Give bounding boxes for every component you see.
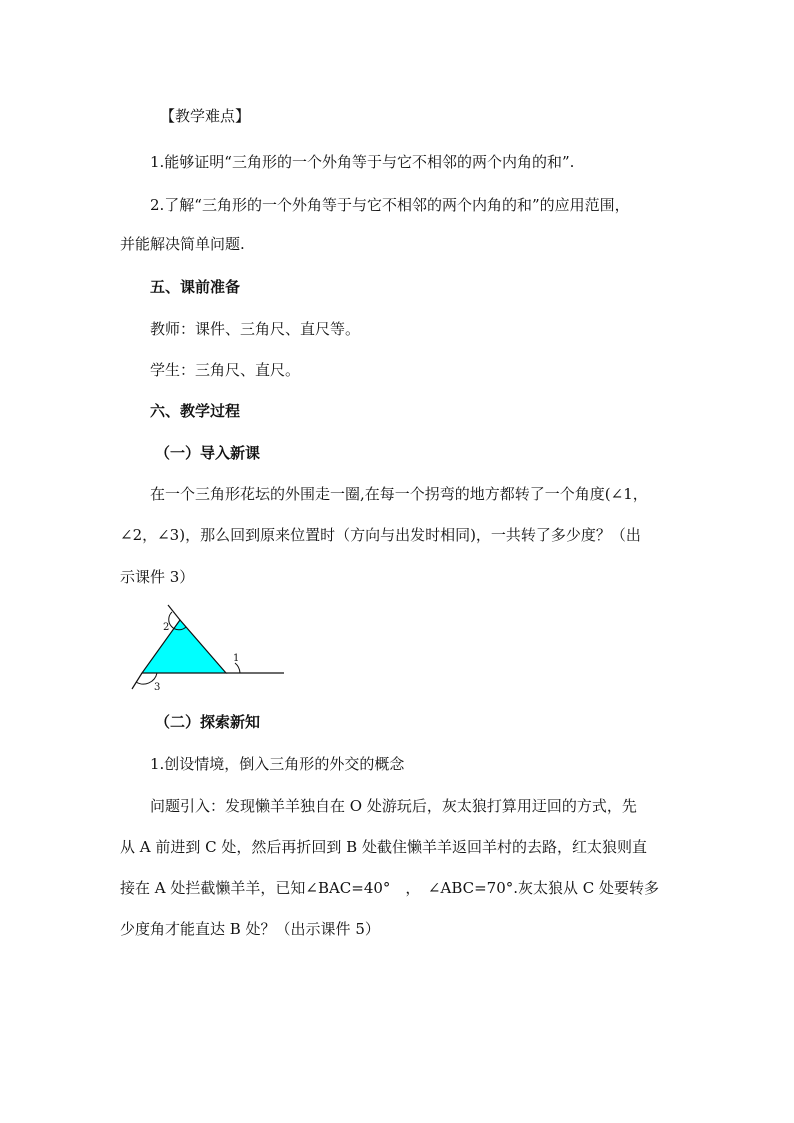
problem-line-3: 接在 A 处拦截懒羊羊，已知∠BAC=40° ， ∠ABC=70°.灰太狼从 C 处要转多 (120, 879, 660, 897)
part1-line-1: 在一个三角形花坛的外围走一圈,在每一个拐弯的地方都转了一个角度(∠1， (150, 485, 648, 503)
part2-heading: （二）探索新知 (155, 713, 261, 731)
prep-student: 学生：三角尺、直尺。 (150, 361, 301, 379)
angle-arc-1 (235, 663, 240, 673)
part1-line-3: 示课件 3） (120, 568, 195, 586)
difficulty-heading: 【教学难点】 (160, 107, 251, 125)
extension-line-3 (132, 673, 142, 689)
problem-line-2: 从 A 前进到 C 处，然后再折回到 B 处截住懒羊羊返回羊村的去路，红太狼则直 (120, 838, 647, 856)
part1-heading: （一）导入新课 (155, 444, 261, 462)
problem-line-4: 少度角才能直达 B 处？（出示课件 5） (120, 920, 380, 938)
exterior-angle-triangle-figure (128, 600, 290, 694)
part2-line-1: 1.创设情境，倒入三角形的外交的概念 (150, 755, 405, 773)
angle-label-3: 3 (154, 682, 161, 693)
problem-line-1: 问题引入：发现懒羊羊独自在 O 处游玩后，灰太狼打算用迂回的方式，先 (150, 797, 637, 815)
process-heading: 六、教学过程 (150, 402, 241, 420)
part1-line-2: ∠2，∠3)，那么回到原来位置时（方向与出发时相同)，一共转了多少度？（出 (120, 526, 641, 544)
prep-heading: 五、课前准备 (150, 278, 241, 296)
difficulty-item-2-line-2: 并能解决简单问题. (120, 235, 245, 253)
angle-label-1: 1 (233, 653, 240, 664)
angle-label-2: 2 (163, 622, 170, 633)
prep-teacher: 教师：课件、三角尺、直尺等。 (150, 320, 361, 338)
difficulty-item-2-line-1: 2.了解“三角形的一个外角等于与它不相邻的两个内角的和”的应用范围， (150, 196, 630, 214)
difficulty-item-1: 1.能够证明“三角形的一个外角等于与它不相邻的两个内角的和”. (150, 153, 575, 171)
extension-line-2 (168, 605, 180, 620)
